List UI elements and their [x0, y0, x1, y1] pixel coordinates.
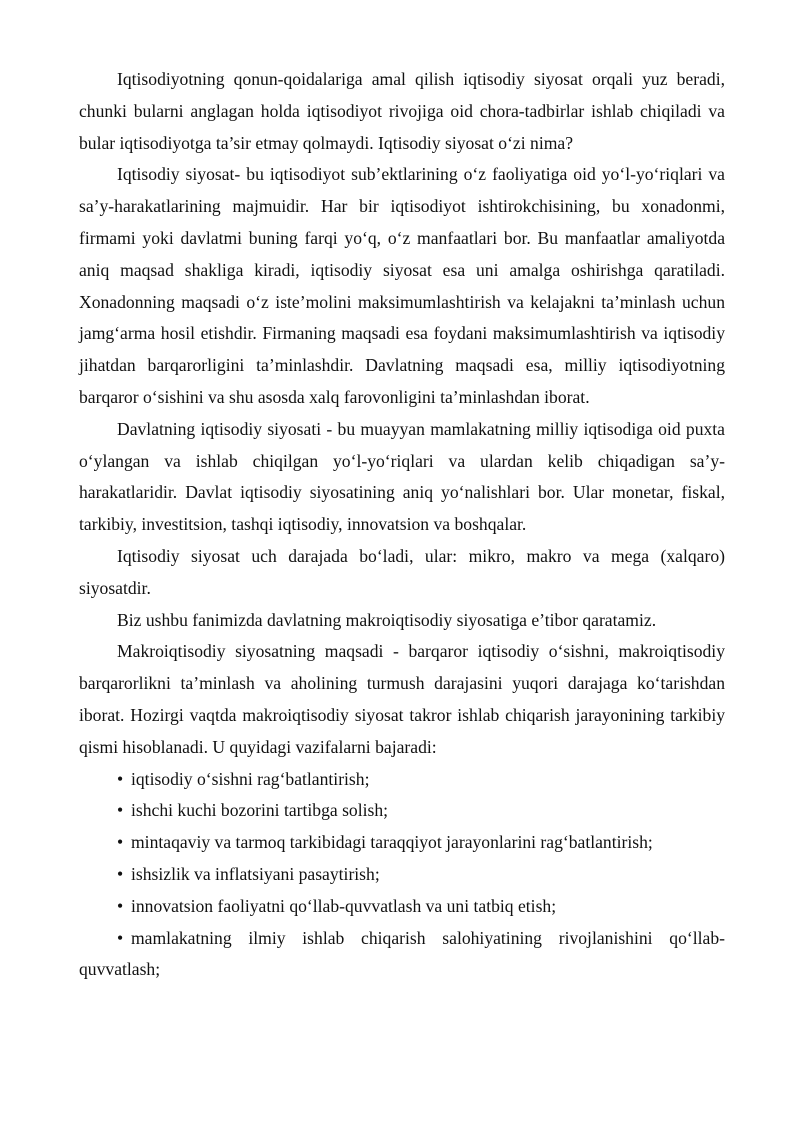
- bullet-icon: •: [117, 800, 124, 821]
- paragraph-6: Makroiqtisodiy siyosatning maqsadi - barqaror iqtisodiy o‘sishni, makroiqtisodiy barqarorlikni ta’minlash va aholining turmush darajasini yuqori darajaga ko‘tarishdan iborat. Hozirgi vaqtda makroiqtisodiy siyosat takror ishlab chiqarish jarayonining tarkibiy qismi hisoblanadi. U quyidagi vazifalarni bajaradi:: [79, 641, 725, 757]
- bullet-icon: •: [117, 832, 124, 853]
- list-item-text: mintaqaviy va tarmoq tarkibidagi taraqqiyot jarayonlarini rag‘batlantirish;: [131, 832, 653, 853]
- paragraph-4: Iqtisodiy siyosat uch darajada bo‘ladi, ular: mikro, makro va mega (xalqaro) siyosatdir.: [79, 545, 725, 598]
- paragraph-2: Iqtisodiy siyosat- bu iqtisodiyot sub’ektlarining o‘z faoliyatiga oid yo‘l-yo‘riqlari va sa’y-harakatlarining majmuidir. Har bir iqtisodiyot ishtirokchisining, bu xonadonmi, firmami yoki davlatmi buning farqi yo‘q, o‘z manfaatlari bor. Bu manfaatlar amaliyotda aniq maqsad shakliga kiradi, iqtisodiy siyosat esa uni amalga oshirishga qaratiladi. Xonadonning maqsadi o‘z iste’molini maksimumlashtirish va kelajakni ta’minlash uchun jamg‘arma hosil etishdir. Firmaning maqsadi esa foydani maksimumlashtirish va iqtisodiy jihatdan barqarorligini ta’minlashdir. Davlatning maqsadi esa, milliy iqtisodiyotning barqaror o‘sishini va shu asosda xalq farovonligini ta’minlashdan iborat.: [79, 164, 725, 407]
- list-item: [79, 764, 725, 796]
- list-item: [79, 891, 725, 923]
- list-item-text: innovatsion faoliyatni qo‘llab-quvvatlash va uni tatbiq etish;: [131, 895, 557, 916]
- paragraph-5: Biz ushbu fanimizda davlatning makroiqtisodiy siyosatiga e’tibor qaratamiz.: [117, 609, 657, 630]
- list-item-text: mamlakatning ilmiy ishlab chiqarish salohiyatining rivojlanishini qo‘llab-quvvatlash;: [79, 927, 725, 980]
- list-item-text: iqtisodiy o‘sishni rag‘batlantirish;: [131, 768, 370, 789]
- list-item: [79, 827, 725, 859]
- list-item: [79, 923, 725, 987]
- list-item-text: ishsizlik va inflatsiyani pasaytirish;: [131, 863, 380, 884]
- bullet-icon: •: [117, 895, 124, 916]
- bullet-icon: •: [117, 768, 124, 789]
- paragraph-3: Davlatning iqtisodiy siyosati - bu muayyan mamlakatning milliy iqtisodiga oid puxta o‘ylangan va ishlab chiqilgan yo‘l-yo‘riqlari va ulardan kelib chiqadigan sa’y-harakatlaridir. Davlat iqtisodiy siyosatining aniq yo‘nalishlari bor. Ular monetar, fiskal, tarkibiy, investitsion, tashqi iqtisodiy, innovatsion va boshqalar.: [79, 418, 725, 535]
- list-item: [79, 795, 725, 827]
- bullet-list: [79, 764, 725, 987]
- document-page: [79, 64, 725, 986]
- bullet-icon: •: [117, 863, 124, 884]
- bullet-icon: •: [117, 927, 124, 948]
- paragraph-1: Iqtisodiyotning qonun-qoidalariga amal qilish iqtisodiy siyosat orqali yuz beradi, chunki bularni anglagan holda iqtisodiyot rivojiga oid chora-tadbirlar ishlab chiqiladi va bular iqtisodiyotga ta’sir etmay qolmaydi. Iqtisodiy siyosat o‘zi nima?: [79, 69, 725, 153]
- list-item-text: ishchi kuchi bozorini tartibga solish;: [131, 800, 389, 821]
- list-item: [79, 859, 725, 891]
